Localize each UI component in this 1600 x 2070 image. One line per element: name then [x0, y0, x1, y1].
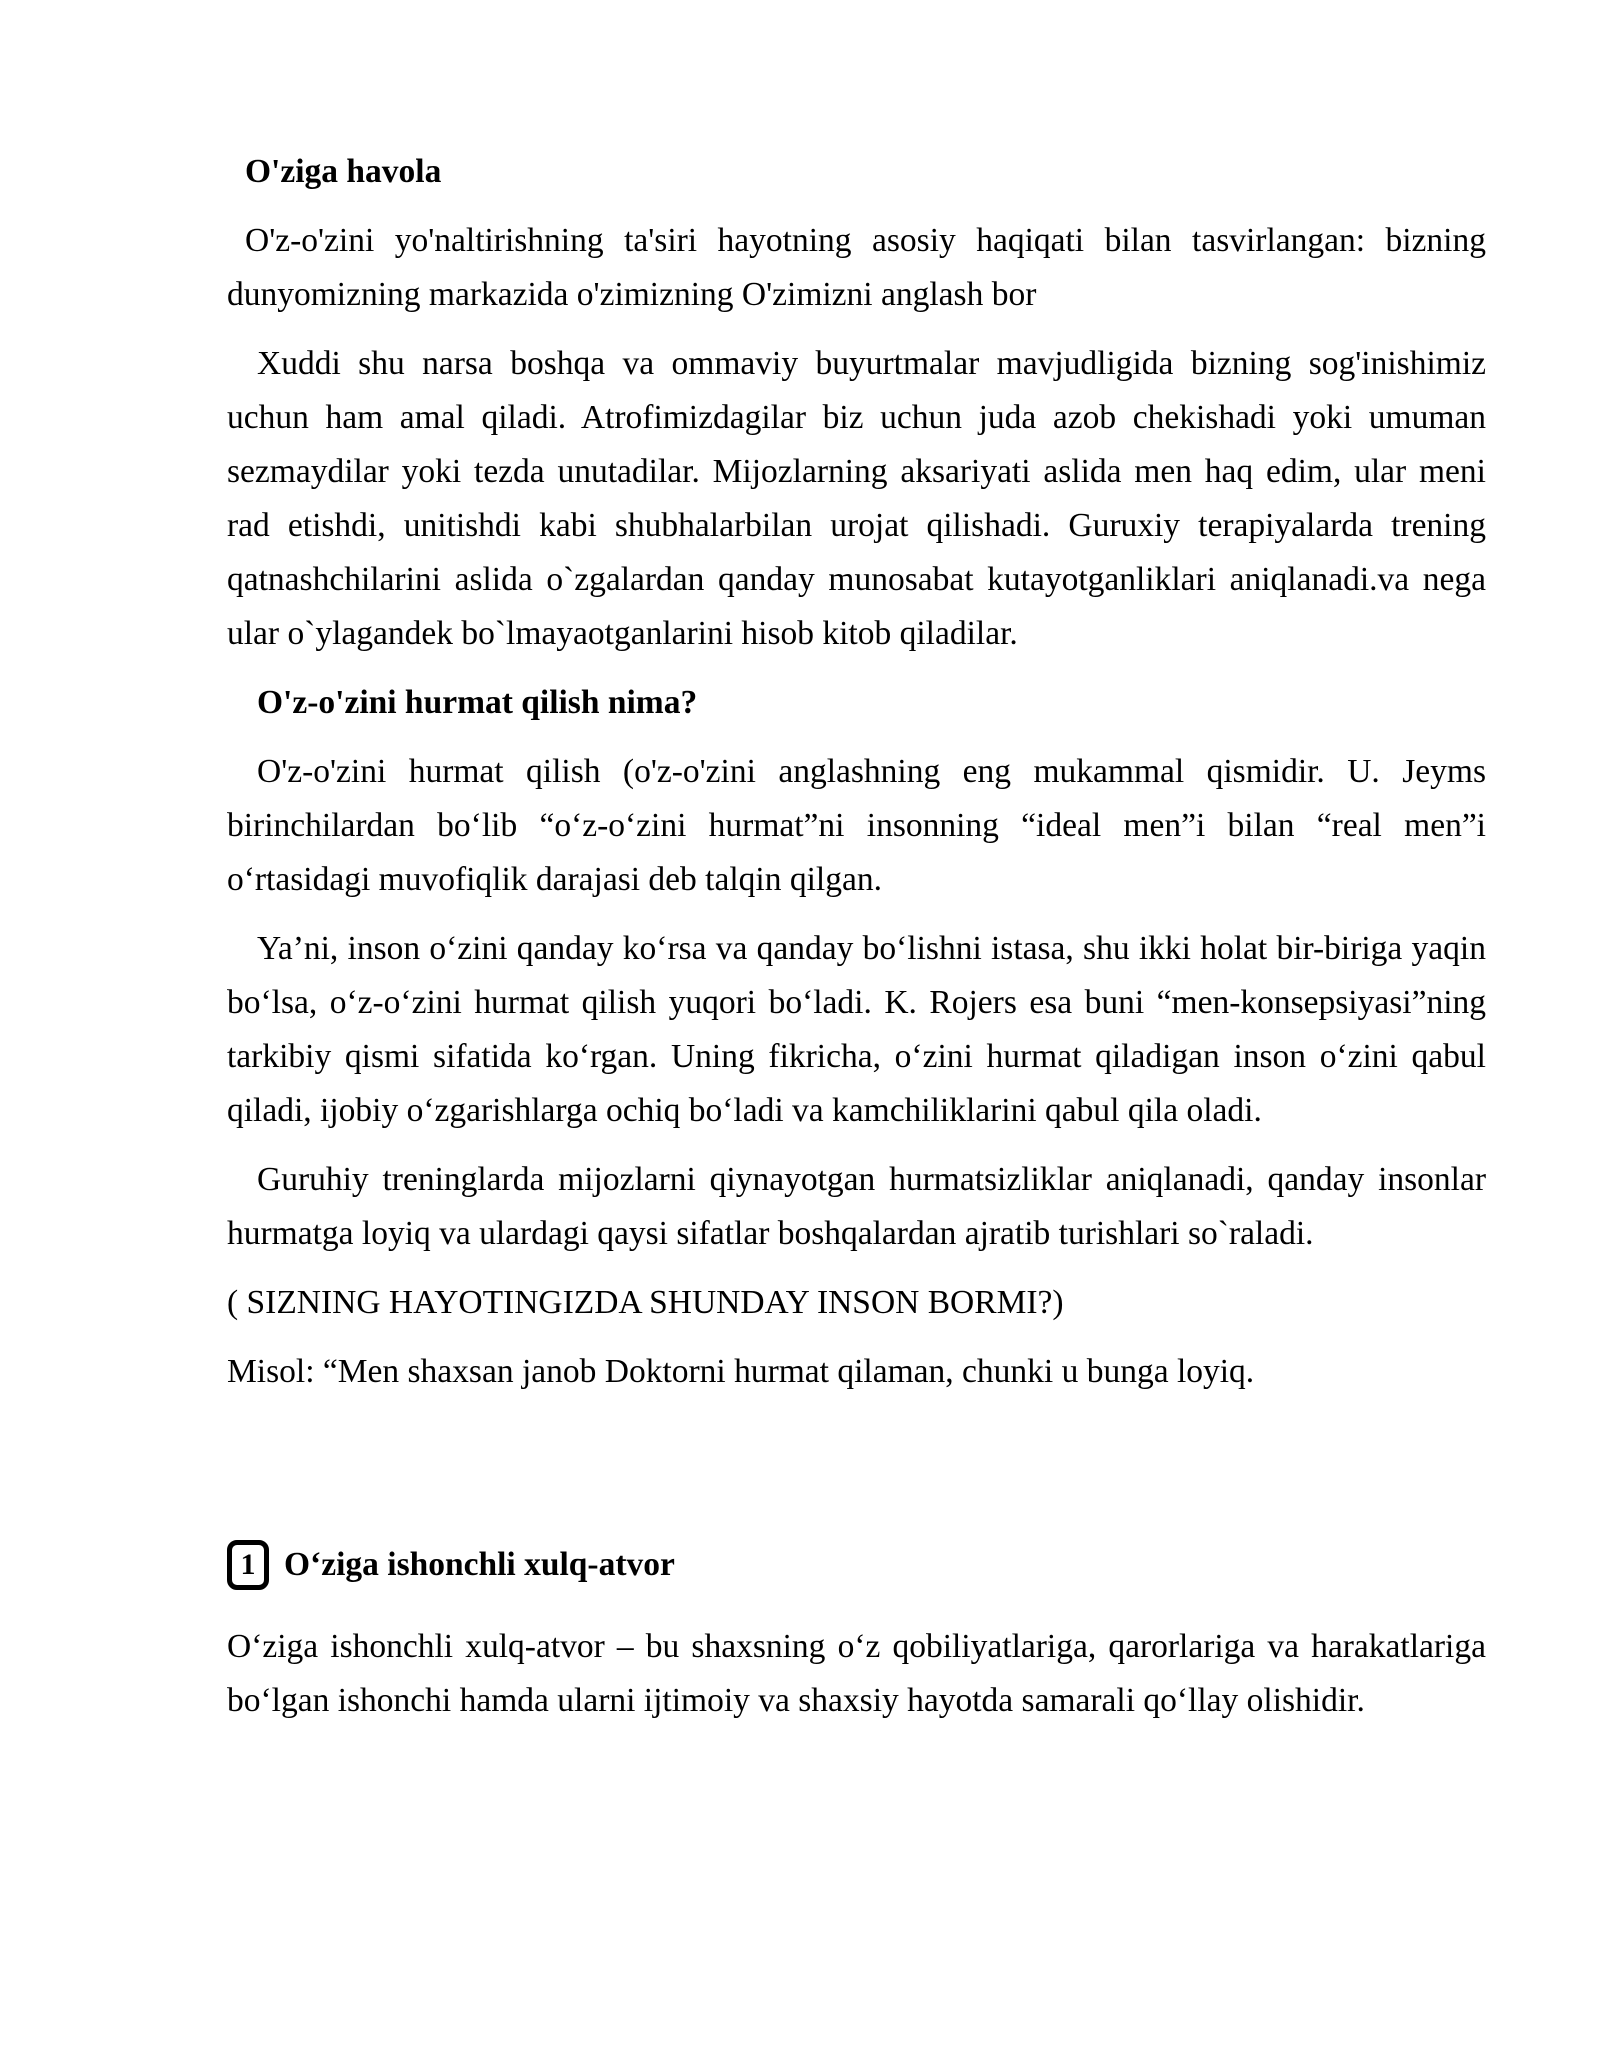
- line-misol-example: Misol: “Men shaxsan janob Doktorni hurmat qilaman, chunki u bunga loyiq.: [227, 1353, 1255, 1390]
- heading-oziga-havola: O'ziga havola: [245, 153, 442, 190]
- line-caps-question: ( SIZNING HAYOTINGIZDA SHUNDAY INSON BORMI?): [227, 1284, 1064, 1321]
- paragraph-clients-doubts: Xuddi shu narsa boshqa va ommaviy buyurtmalar mavjudligida bizning sog'inishimiz uchun ham amal qiladi. Atrofimizdagilar biz uchun juda azob chekishadi yoki umuman sezmaydilar yoki tezda unutadilar. Mijozlarning aksariyati aslida men haq edim, ular meni rad etishdi, unitishdi kabi shubhalarbilan urojat qilishadi. Guruxiy terapiyalarda trening qatnashchilarini aslida o`zgalardan qanday munosabat kutayotganliklari aniqlanadi.va nega ular o`ylagandek bo`lmayaotganlarini hisob kitob qiladilar.: [227, 345, 1486, 652]
- paragraph-self-reference: O'z-o'zini yo'naltirishning ta'siri hayotning asosiy haqiqati bilan tasvirlangan: bizning dunyomizning markazida o'zimizning O'zimizni anglash bor: [227, 222, 1486, 313]
- numbered-heading-label: O‘ziga ishonchli xulq-atvor: [284, 1546, 675, 1583]
- paragraph-rogers-concept: Ya’ni, inson o‘zini qanday ko‘rsa va qanday bo‘lishni istasa, shu ikki holat bir-biriga yaqin bo‘lsa, o‘z-o‘zini hurmat qilish yuqori bo‘ladi. K. Rojers esa buni “men-konsepsiyasi”ning tarkibiy qismi sifatida ko‘rgan. Uning fikricha, o‘zini hurmat qiladigan inson o‘zini qabul qiladi, ijobiy o‘zgarishlarga ochiq bo‘ladi va kamchiliklarini qabul qila oladi.: [227, 930, 1486, 1129]
- paragraph-confident-behavior-definition: O‘ziga ishonchli xulq-atvor – bu shaxsning o‘z qobiliyatlariga, qarorlariga va harakatlariga bo‘lgan ishonchi hamda ularni ijtimoiy va shaxsiy hayotda samarali qo‘llay olishidir.: [227, 1628, 1486, 1719]
- paragraph-james-definition: O'z-o'zini hurmat qilish (o'z-o'zini anglashning eng mukammal qismidir. U. Jeyms birinchilardan bo‘lib “o‘z-o‘zini hurmat”ni insonning “ideal men”i bilan “real men”i o‘rtasidagi muvofiqlik darajasi deb talqin qilgan.: [227, 753, 1486, 898]
- numbered-heading-confident-behavior: [227, 1538, 1486, 1592]
- boxed-number-icon: 1: [227, 1540, 269, 1590]
- paragraph-group-trainings: Guruhiy treninglarda mijozlarni qiynayotgan hurmatsizliklar aniqlanadi, qanday insonlar hurmatga loyiq va ulardagi qaysi sifatlar boshqalardan ajratib turishlari so`raladi.: [227, 1161, 1486, 1252]
- heading-self-respect-question: O'z-o'zini hurmat qilish nima?: [257, 684, 698, 721]
